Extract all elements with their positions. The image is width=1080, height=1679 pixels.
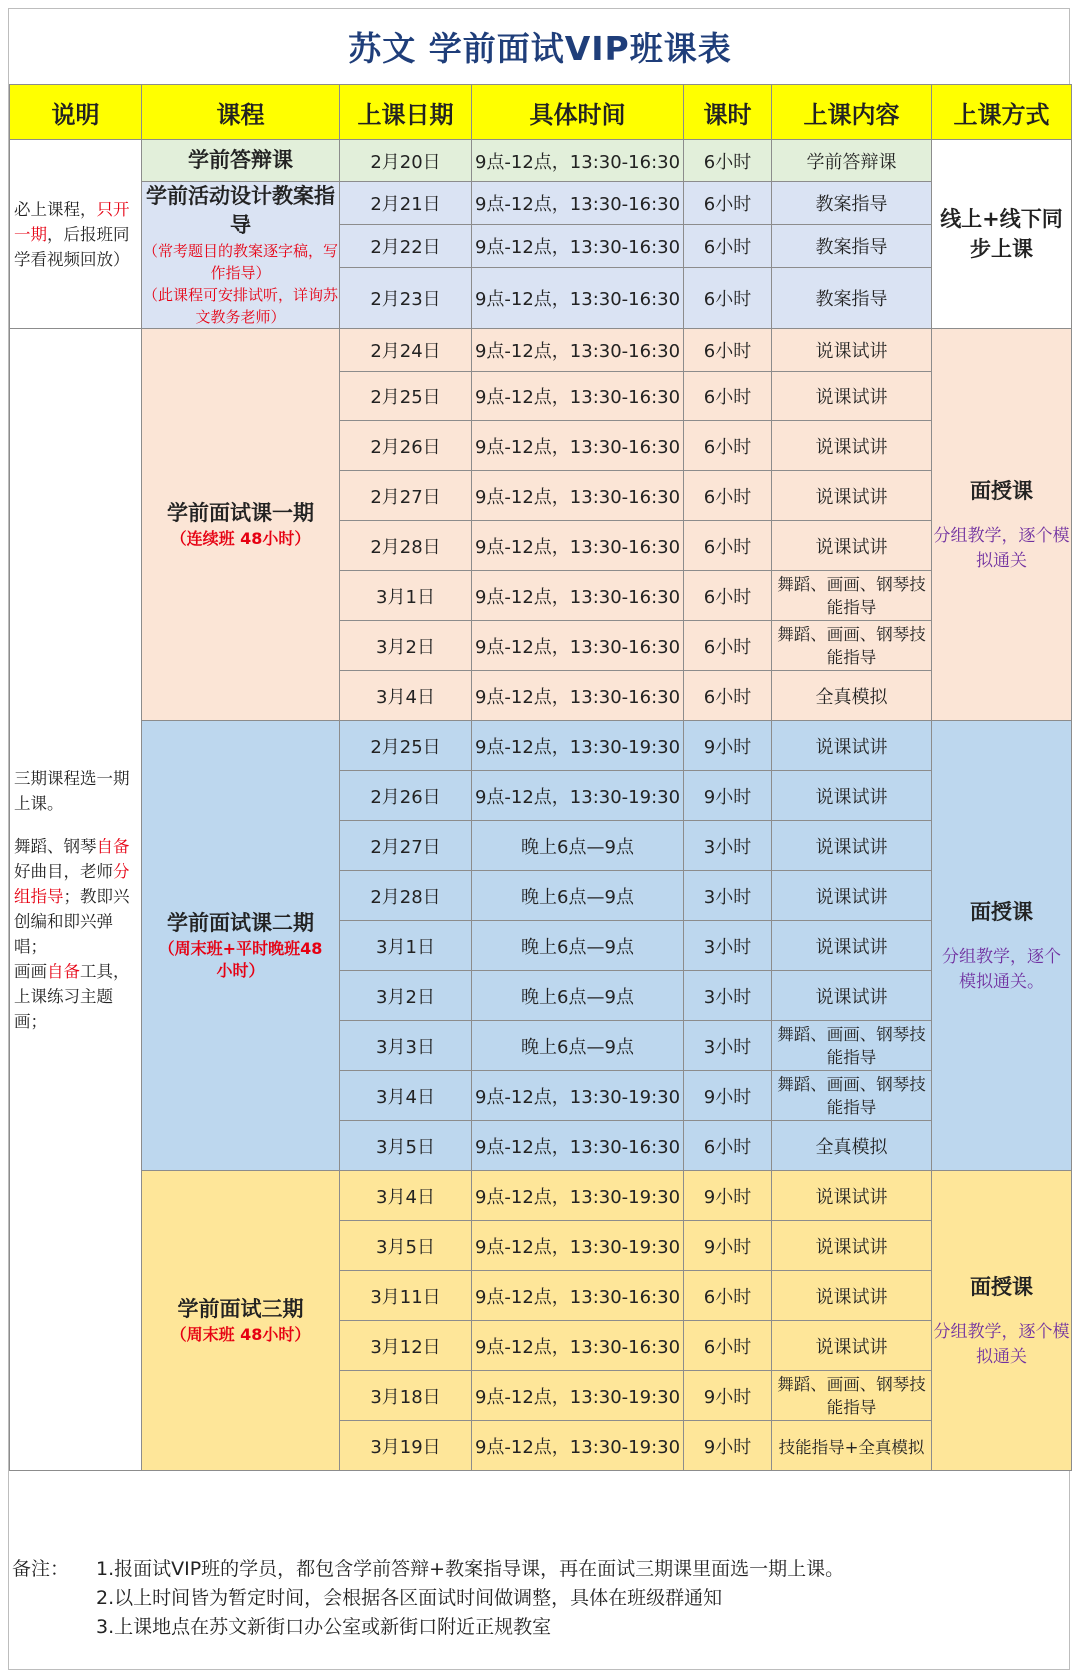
course-period3: 学前面试三期 （周末班 48小时） — [142, 1171, 340, 1471]
cell-hours: 9小时 — [684, 1171, 772, 1221]
cell-content: 全真模拟 — [772, 1121, 932, 1171]
note-line: 1.报面试VIP班的学员，都包含学前答辩+教案指导课，再在面试三期课里面选一期上课。 — [96, 1558, 845, 1580]
cell-content: 舞蹈、画画、钢琴技能指导 — [772, 621, 932, 671]
cell-hours: 3小时 — [684, 871, 772, 921]
cell-date: 2月24日 — [340, 329, 472, 372]
cell-content: 舞蹈、画画、钢琴技能指导 — [772, 1071, 932, 1121]
cell-content: 说课试讲 — [772, 372, 932, 421]
cell-hours: 6小时 — [684, 268, 772, 329]
cell-hours: 6小时 — [684, 1121, 772, 1171]
cell-content: 说课试讲 — [772, 1221, 932, 1271]
cell-content: 全真模拟 — [772, 671, 932, 721]
cell-hours: 6小时 — [684, 140, 772, 182]
note-line: 3.上课地点在苏文新街口办公室或新街口附近正规教室 — [96, 1616, 552, 1638]
cell-content: 说课试讲 — [772, 329, 932, 372]
cell-time: 9点-12点，13:30-16:30 — [472, 621, 684, 671]
cell-date: 3月1日 — [340, 921, 472, 971]
cell-date: 2月25日 — [340, 372, 472, 421]
cell-date: 3月1日 — [340, 571, 472, 621]
cell-hours: 9小时 — [684, 771, 772, 821]
cell-hours: 3小时 — [684, 971, 772, 1021]
cell-hours: 6小时 — [684, 621, 772, 671]
cell-date: 2月28日 — [340, 521, 472, 571]
header-row — [10, 85, 1072, 140]
cell-hours: 6小时 — [684, 1271, 772, 1321]
cell-hours: 3小时 — [684, 1021, 772, 1071]
cell-hours: 6小时 — [684, 421, 772, 471]
cell-content: 说课试讲 — [772, 921, 932, 971]
cell-content: 舞蹈、画画、钢琴技能指导 — [772, 1371, 932, 1421]
cell-hours: 9小时 — [684, 721, 772, 771]
mode-period2: 面授课 分组教学，逐个模拟通关。 — [932, 721, 1072, 1171]
cell-time: 晚上6点—9点 — [472, 1021, 684, 1071]
cell-time: 9点-12点，13:30-16:30 — [472, 268, 684, 329]
header-content: 上课内容 — [772, 85, 932, 140]
cell-content: 说课试讲 — [772, 471, 932, 521]
cell-content: 说课试讲 — [772, 971, 932, 1021]
page-title: 苏文 学前面试VIP班课表 — [348, 28, 732, 68]
cell-date: 3月12日 — [340, 1321, 472, 1371]
cell-date: 3月2日 — [340, 621, 472, 671]
cell-content: 说课试讲 — [772, 721, 932, 771]
cell-time: 9点-12点，13:30-16:30 — [472, 571, 684, 621]
cell-date: 3月4日 — [340, 1171, 472, 1221]
cell-time: 晚上6点—9点 — [472, 821, 684, 871]
cell-time: 晚上6点—9点 — [472, 971, 684, 1021]
desc-section1: 必上课程，只开一期，后报班同学看视频回放） — [10, 140, 142, 329]
header-hours: 课时 — [684, 85, 772, 140]
course-period1: 学前面试课一期 （连续班 48小时） — [142, 329, 340, 721]
cell-hours: 6小时 — [684, 471, 772, 521]
header-desc: 说明 — [10, 85, 142, 140]
cell-time: 9点-12点，13:30-16:30 — [472, 1321, 684, 1371]
cell-time: 晚上6点—9点 — [472, 871, 684, 921]
cell-content: 舞蹈、画画、钢琴技能指导 — [772, 571, 932, 621]
cell-date: 3月5日 — [340, 1221, 472, 1271]
cell-time: 9点-12点，13:30-16:30 — [472, 372, 684, 421]
cell-time: 9点-12点，13:30-16:30 — [472, 1121, 684, 1171]
cell-time: 9点-12点，13:30-19:30 — [472, 1421, 684, 1471]
cell-date: 2月25日 — [340, 721, 472, 771]
table-row — [10, 140, 1072, 182]
cell-hours: 3小时 — [684, 821, 772, 871]
mode-section1: 线上+线下同步上课 — [932, 140, 1072, 329]
course-defense: 学前答辩课 — [142, 140, 340, 182]
cell-time: 9点-12点，13:30-16:30 — [472, 1271, 684, 1321]
cell-date: 3月19日 — [340, 1421, 472, 1471]
cell-hours: 3小时 — [684, 921, 772, 971]
cell-content: 说课试讲 — [772, 521, 932, 571]
cell-date: 3月4日 — [340, 671, 472, 721]
cell-date: 2月27日 — [340, 821, 472, 871]
mode-period1: 面授课 分组教学，逐个模拟通关 — [932, 329, 1072, 721]
cell-hours: 6小时 — [684, 1321, 772, 1371]
cell-time: 9点-12点，13:30-16:30 — [472, 182, 684, 225]
cell-content: 学前答辩课 — [772, 140, 932, 182]
cell-content: 说课试讲 — [772, 821, 932, 871]
header-course: 课程 — [142, 85, 340, 140]
course-period2: 学前面试课二期 （周末班+平时晚班48小时） — [142, 721, 340, 1171]
header-date: 上课日期 — [340, 85, 472, 140]
cell-time: 9点-12点，13:30-16:30 — [472, 225, 684, 268]
cell-content: 说课试讲 — [772, 421, 932, 471]
desc-periods: 三期课程选一期上课。 舞蹈、钢琴自备好曲目，老师分组指导；教即兴创编和即兴弹唱； 画画自备工具，上课练习主题画； — [10, 329, 142, 1471]
cell-hours: 9小时 — [684, 1371, 772, 1421]
cell-hours: 6小时 — [684, 182, 772, 225]
cell-time: 9点-12点，13:30-19:30 — [472, 1171, 684, 1221]
header-time: 具体时间 — [472, 85, 684, 140]
cell-date: 3月11日 — [340, 1271, 472, 1321]
cell-hours: 6小时 — [684, 372, 772, 421]
table-row — [10, 721, 1072, 771]
cell-hours: 6小时 — [684, 671, 772, 721]
cell-date: 3月4日 — [340, 1071, 472, 1121]
cell-date: 3月3日 — [340, 1021, 472, 1071]
cell-time: 9点-12点，13:30-16:30 — [472, 421, 684, 471]
cell-date: 2月22日 — [340, 225, 472, 268]
cell-time: 9点-12点，13:30-19:30 — [472, 771, 684, 821]
cell-hours: 6小时 — [684, 225, 772, 268]
cell-time: 9点-12点，13:30-16:30 — [472, 471, 684, 521]
cell-hours: 9小时 — [684, 1221, 772, 1271]
cell-date: 2月23日 — [340, 268, 472, 329]
table-row — [10, 182, 1072, 225]
cell-hours: 9小时 — [684, 1421, 772, 1471]
cell-hours: 6小时 — [684, 571, 772, 621]
mode-period3: 面授课 分组教学，逐个模拟通关 — [932, 1171, 1072, 1471]
cell-date: 2月20日 — [340, 140, 472, 182]
course-lesson-plan: 学前活动设计教案指导 （常考题目的教案逐字稿，写作指导） （此课程可安排试听，详询苏文教务老师） — [142, 182, 340, 329]
cell-date: 3月2日 — [340, 971, 472, 1021]
cell-date: 2月21日 — [340, 182, 472, 225]
notes-label: 备注： — [12, 1558, 70, 1580]
cell-time: 9点-12点，13:30-19:30 — [472, 721, 684, 771]
cell-content: 教案指导 — [772, 225, 932, 268]
header-mode: 上课方式 — [932, 85, 1072, 140]
cell-time: 9点-12点，13:30-19:30 — [472, 1221, 684, 1271]
cell-content: 教案指导 — [772, 182, 932, 225]
cell-content: 说课试讲 — [772, 871, 932, 921]
cell-time: 9点-12点，13:30-16:30 — [472, 521, 684, 571]
table-row — [10, 329, 1072, 372]
note-line: 2.以上时间皆为暂定时间，会根据各区面试时间做调整，具体在班级群通知 — [96, 1587, 723, 1609]
cell-date: 2月28日 — [340, 871, 472, 921]
cell-time: 9点-12点，13:30-16:30 — [472, 140, 684, 182]
cell-time: 9点-12点，13:30-16:30 — [472, 329, 684, 372]
cell-content: 舞蹈、画画、钢琴技能指导 — [772, 1021, 932, 1071]
cell-date: 3月5日 — [340, 1121, 472, 1171]
cell-hours: 9小时 — [684, 1071, 772, 1121]
cell-date: 2月27日 — [340, 471, 472, 521]
cell-content: 说课试讲 — [772, 1171, 932, 1221]
cell-content: 说课试讲 — [772, 1321, 932, 1371]
cell-time: 9点-12点，13:30-19:30 — [472, 1071, 684, 1121]
cell-hours: 6小时 — [684, 329, 772, 372]
cell-hours: 6小时 — [684, 521, 772, 571]
cell-date: 3月18日 — [340, 1371, 472, 1421]
table-row — [10, 1171, 1072, 1221]
schedule-table — [9, 84, 1072, 1471]
cell-time: 晚上6点—9点 — [472, 921, 684, 971]
cell-date: 2月26日 — [340, 771, 472, 821]
cell-time: 9点-12点，13:30-19:30 — [472, 1371, 684, 1421]
cell-content: 说课试讲 — [772, 1271, 932, 1321]
cell-time: 9点-12点，13:30-16:30 — [472, 671, 684, 721]
cell-content: 教案指导 — [772, 268, 932, 329]
cell-date: 2月26日 — [340, 421, 472, 471]
cell-content: 技能指导+全真模拟 — [772, 1421, 932, 1471]
cell-content: 说课试讲 — [772, 771, 932, 821]
